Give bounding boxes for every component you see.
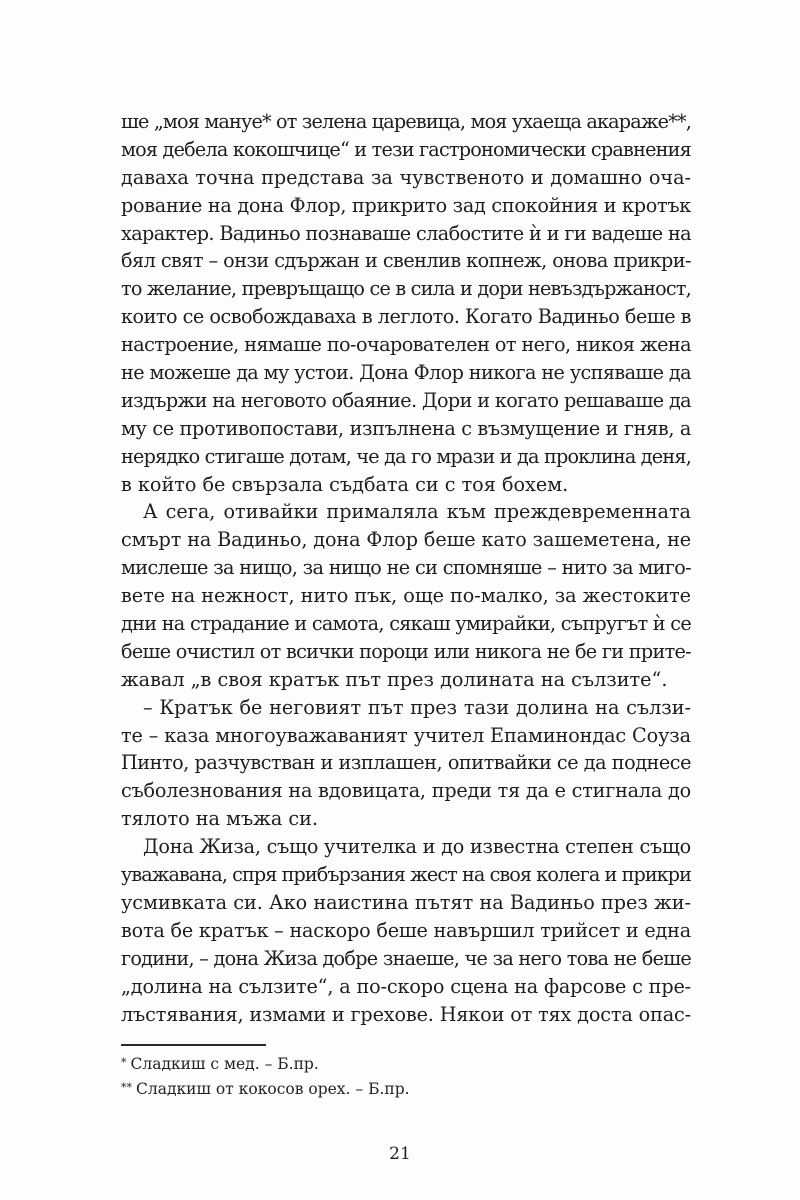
page-number: 21 [389,1144,411,1164]
text-line: рование на дона Флор, прикрито зад спокойния и кротък [121,193,691,217]
text-line: в който бе свързала съдбата си с тоя бохем. [121,472,569,496]
text-line: които се освобождаваха в леглото. Когато Вадиньо беше в [121,305,691,329]
text-line: вете на нежност, нито пък, още по-малко, за жестоките [121,584,691,608]
footnotes [121,1050,691,1100]
footnote-text: Сладкиш от кокосов орех. – Б.пр. [136,1080,410,1098]
text-line: усмивката си. Ако наистина пътят на Вадиньо през жи- [121,890,691,914]
text-line: му се противопостави, изпълнена с възмущение и гняв, а [121,416,691,440]
footnote [121,1050,691,1075]
text-line: уважавана, спря прибързания жест на своя колега и прикри [121,863,691,887]
text-line: дни на страдание и самота, сякаш умирайки, съпругът ѝ се [121,612,691,636]
footnote-mark: ** [121,1081,132,1094]
text-line: Дона Жиза, също учителка и до известна степен също [143,835,691,859]
text-line: – Кратък бе неговият път през тази долина на сълзи- [143,695,691,719]
text-line: тялото на мъжа си. [121,807,319,831]
footnote-mark: * [121,1056,127,1069]
text-line: не можеше да му устои. Дона Флор никога не успяваше да [121,361,691,385]
text-line: беше очистил от всички пороци или никога не бе ги прите- [121,639,691,663]
text-line: Пинто, разчувстван и изплашен, опитвайки се да поднесе [121,751,691,775]
text-line: съболезнования на вдовицата, преди тя да е стигнала до [121,779,691,803]
text-line: нерядко стигаше дотам, че да го мрази и да проклина деня, [121,444,691,468]
body-text [121,108,691,1028]
text-line: бял свят – онзи сдържан и свенлив копнеж, онова прикри- [121,249,691,273]
text-line: А сега, отивайки прималяла към преждевременната [143,500,691,524]
text-line: смърт на Вадиньо, дона Флор беше като зашеметена, не [121,528,691,552]
text-line: даваха точна представа за чувственото и домашно оча- [121,165,691,189]
footnote-text: Сладкиш с мед. – Б.пр. [130,1055,319,1073]
text-line: издържи на неговото обаяние. Дори и когато решаваше да [121,388,691,412]
text-line: „долина на сълзите“, а по-скоро сцена на фарсове с пре- [121,974,691,998]
footnote [121,1075,691,1100]
text-line: ше „моя мануе* от зелена царевица, моя ухаеща акараже**, [121,110,691,133]
text-line: мислеше за нищо, за нищо не си спомняше – нито за миго- [121,556,691,580]
text-line: вота бе кратък – наскоро беше навършил трийсет и една [121,918,691,942]
text-line: жавал „в своя кратък път през долината на сълзите“. [121,667,668,691]
text-line: те – каза многоуважаваният учител Епаминондас Соуза [121,723,691,747]
text-line: моя дебела кокошчице“ и тези гастрономически сравнения [121,137,691,161]
footnote-rule [121,1044,266,1046]
text-line: години, – дона Жиза добре знаеше, че за него това не беше [121,946,691,970]
text-line: то желание, превръщащо се в сила и дори невъздържаност, [121,277,691,301]
text-line: характер. Вадиньо познаваше слабостите ѝ и ги вадеше на [121,221,691,245]
text-line: настроение, нямаше по-очарователен от него, никоя жена [121,333,691,357]
text-line: лъстявания, измами и грехове. Някои от тях доста опас- [121,1002,691,1026]
